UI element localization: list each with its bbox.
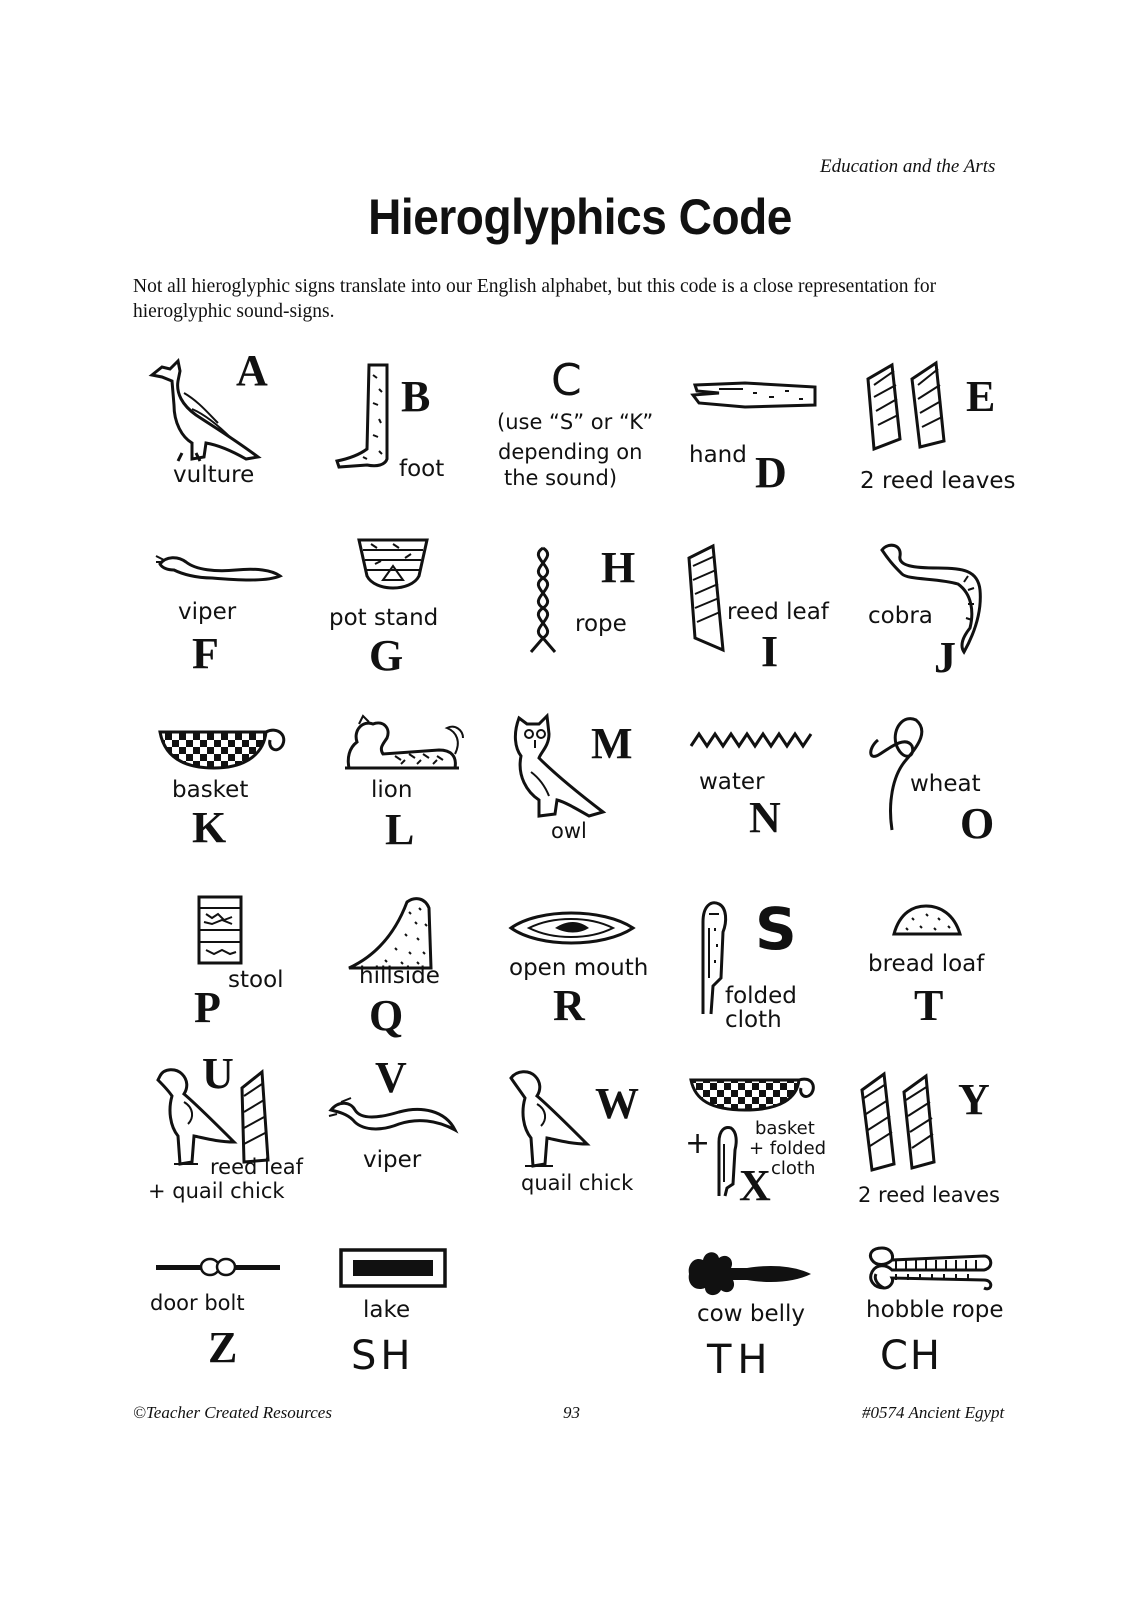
label-quail-chick: quail chick: [521, 1171, 634, 1195]
label-lake: lake: [363, 1297, 411, 1323]
footer-page-number: 93: [563, 1403, 580, 1422]
glyph-card-y: [858, 1052, 1038, 1222]
letter-o: O: [960, 799, 995, 848]
glyph-card-z: [140, 1240, 320, 1410]
letter-w: W: [595, 1079, 639, 1128]
label-pot-stand: pot stand: [329, 605, 439, 631]
letter-r: R: [553, 981, 585, 1030]
letter-i: I: [761, 627, 779, 676]
letter-t: T: [914, 981, 944, 1030]
label-x-cloth: cloth: [771, 1158, 816, 1179]
glyph-card-m: [495, 712, 675, 882]
label-owl: owl: [551, 819, 587, 843]
glyph-card-e: [858, 345, 1038, 515]
glyph-card-n: [685, 712, 865, 882]
label-folded: folded: [725, 983, 797, 1009]
label-cobra: cobra: [868, 603, 933, 629]
foot-icon: [333, 363, 393, 473]
letter-d: D: [755, 448, 787, 497]
letter-h: H: [601, 543, 636, 592]
hobble-rope-icon: [866, 1244, 996, 1292]
letter-g: G: [369, 631, 404, 680]
letter-x: X: [739, 1161, 771, 1210]
c-note-line1: (use “S” or “K”: [497, 410, 654, 434]
glyph-card-sh: [325, 1240, 505, 1410]
letter-v: V: [375, 1053, 407, 1102]
label-viper-f: viper: [178, 599, 237, 625]
glyph-card-i: [685, 530, 865, 700]
label-water: water: [699, 769, 765, 795]
letter-j: J: [934, 633, 956, 682]
quail-chick-icon: [509, 1068, 589, 1172]
lake-icon: [339, 1248, 449, 1290]
label-hand: hand: [689, 442, 747, 468]
basket-icon: [689, 1076, 819, 1116]
label-vulture: vulture: [173, 462, 255, 488]
letter-b: B: [401, 372, 431, 421]
label-u-quail-chick: + quail chick: [148, 1179, 285, 1203]
label-reed-leaf: reed leaf: [727, 599, 829, 625]
glyph-card-f: [140, 530, 320, 700]
letter-c: C: [551, 355, 582, 406]
glyph-card-q: [325, 890, 505, 1060]
label-2-reed-leaves-y: 2 reed leaves: [858, 1183, 1000, 1207]
glyph-card-s: [685, 890, 865, 1060]
label-foot: foot: [399, 456, 445, 482]
water-icon: [689, 730, 815, 750]
glyph-card-k: [140, 712, 320, 882]
letter-n: N: [749, 793, 781, 842]
stool-icon: [196, 894, 244, 966]
glyph-card-l: [325, 712, 505, 882]
label-2-reed-leaves: 2 reed leaves: [860, 468, 1016, 494]
glyph-card-w: [495, 1052, 675, 1222]
letter-z: Z: [208, 1323, 238, 1372]
label-bread-loaf: bread loaf: [868, 951, 985, 977]
c-note-line2: depending on: [498, 440, 643, 464]
glyph-card-u: [140, 1049, 320, 1222]
glyph-card-v: [325, 1052, 505, 1222]
c-note-line3: the sound): [504, 466, 618, 490]
label-hillside: hillside: [359, 963, 440, 989]
letter-m: M: [591, 719, 633, 768]
x-plus-sign: +: [685, 1126, 711, 1161]
label-x-folded: + folded: [749, 1138, 827, 1159]
reed-leaf-icon: [687, 542, 727, 654]
cow-belly-icon: [685, 1248, 815, 1298]
glyph-card-r: [495, 890, 675, 1060]
glyph-card-x: [685, 1052, 865, 1222]
basket-icon: [158, 726, 288, 776]
label-x-basket: basket: [755, 1118, 815, 1139]
glyph-card-a: [140, 345, 320, 515]
rope-icon: [523, 544, 563, 654]
letter-y: Y: [958, 1075, 990, 1124]
letter-f: F: [192, 629, 219, 678]
label-rope: rope: [575, 611, 627, 637]
label-open-mouth: open mouth: [509, 955, 649, 981]
footer-book-id: #0574 Ancient Egypt: [862, 1403, 1005, 1422]
folded-cloth-icon: [711, 1124, 741, 1200]
letter-u: U: [202, 1049, 234, 1098]
glyph-card-d: [685, 345, 865, 515]
reed-leaves-icon: [866, 359, 956, 469]
open-mouth-icon: [509, 910, 635, 950]
viper-icon: [327, 1096, 461, 1142]
label-basket: basket: [172, 777, 249, 803]
letter-th: TH: [707, 1337, 774, 1383]
letter-sh: SH: [351, 1333, 415, 1379]
label-u-reed-leaf: reed leaf: [210, 1155, 304, 1179]
label-cloth: cloth: [725, 1007, 782, 1033]
glyph-card-ch: [858, 1240, 1038, 1410]
glyph-card-j: [858, 530, 1038, 700]
label-viper-v: viper: [363, 1147, 422, 1173]
letter-q: Q: [369, 991, 404, 1040]
hand-icon: [689, 377, 819, 413]
reed-leaves-icon: [860, 1072, 946, 1176]
section-label: Education and the Arts: [820, 156, 996, 177]
letter-l: L: [385, 805, 415, 854]
reed-leaf-icon: [240, 1070, 272, 1166]
footer-copyright: ©Teacher Created Resources: [133, 1403, 332, 1422]
letter-e: E: [966, 372, 996, 421]
letter-a: A: [236, 346, 268, 395]
label-stool: stool: [228, 967, 284, 993]
hillside-icon: [345, 894, 435, 974]
glyph-card-b: [325, 345, 505, 515]
lion-icon: [339, 714, 469, 774]
glyph-card-t: [858, 890, 1038, 1060]
label-lion: lion: [371, 777, 413, 803]
door-bolt-icon: [154, 1256, 282, 1278]
letter-p: P: [194, 983, 221, 1032]
label-hobble-rope: hobble rope: [866, 1297, 1004, 1323]
page-title: Hieroglyphics Code: [368, 189, 792, 245]
intro-paragraph: Not all hieroglyphic signs translate into our English alphabet, but this code is a close representation for hieroglyphic sound-signs.: [133, 276, 937, 322]
glyph-card-c: [495, 345, 675, 515]
label-door-bolt: door bolt: [150, 1291, 245, 1315]
label-cow-belly: cow belly: [697, 1301, 805, 1327]
letter-s: S: [755, 895, 797, 963]
glyph-card-g: [325, 530, 505, 700]
viper-icon: [156, 548, 286, 588]
cobra-icon: [878, 542, 988, 662]
glyph-card-p: [140, 890, 320, 1060]
letter-k: K: [192, 803, 227, 852]
label-wheat: wheat: [910, 771, 981, 797]
glyph-card-o: [858, 712, 1038, 882]
bread-loaf-icon: [892, 904, 962, 938]
glyph-card-th: [685, 1240, 865, 1410]
glyph-card-h: [495, 530, 675, 700]
pot-stand-icon: [353, 536, 433, 600]
letter-ch: CH: [880, 1333, 943, 1379]
